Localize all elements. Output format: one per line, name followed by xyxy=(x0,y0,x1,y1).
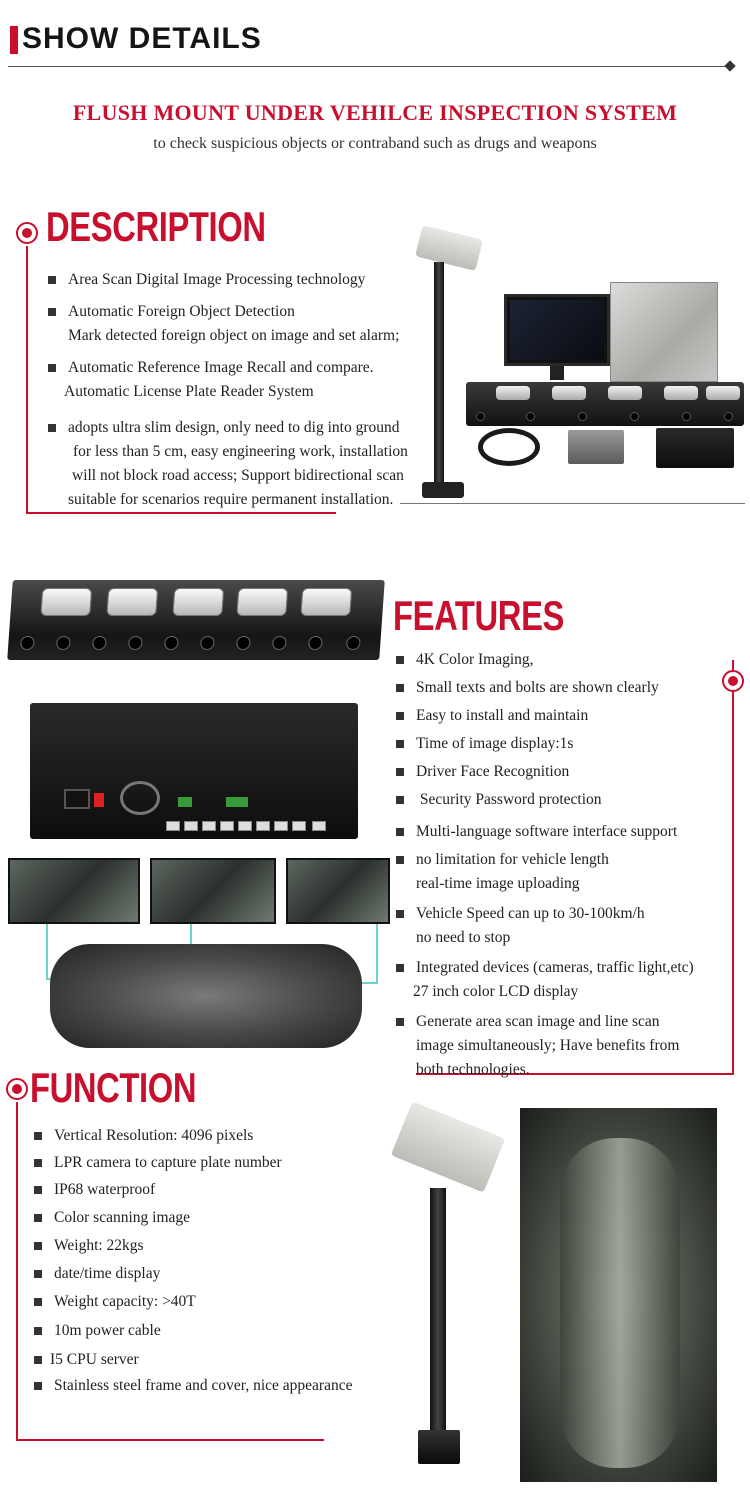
square-bullet-icon xyxy=(48,308,56,316)
pole-base xyxy=(422,482,464,498)
list-item: Color scanning image xyxy=(54,1206,394,1230)
monitor-stand xyxy=(550,366,564,380)
list-item: Generate area scan image and line scan image simultaneously; Have benefits from both technologies. xyxy=(416,1010,736,1082)
list-item: Stainless steel frame and cover, nice appearance xyxy=(54,1374,394,1398)
scanner-rail xyxy=(466,382,744,426)
camera-icon xyxy=(391,1101,505,1192)
function-list xyxy=(50,1124,394,1398)
header-title-rest: SHOW DETAILS xyxy=(22,22,262,55)
list-item: 4K Color Imaging, xyxy=(416,648,736,672)
list-item: Driver Face Recognition xyxy=(416,760,736,784)
system-product-image xyxy=(400,224,745,506)
list-item: LPR camera to capture plate number xyxy=(54,1151,394,1175)
pole-base xyxy=(418,1430,460,1464)
features-heading: FEATURES xyxy=(393,592,565,639)
steel-cabinet xyxy=(610,282,718,382)
camera-icon xyxy=(415,225,483,271)
description-frame-left xyxy=(26,246,28,514)
product-title: FLUSH MOUNT UNDER VEHILCE INSPECTION SYSTEM xyxy=(72,100,678,125)
list-item: 10m power cable xyxy=(54,1319,394,1343)
list-item: Security Password protection xyxy=(416,788,736,812)
scanned-vehicle-underside xyxy=(560,1138,680,1468)
scan-result-image xyxy=(520,1108,717,1482)
detail-thumbnail xyxy=(8,858,140,924)
header-accent-bar xyxy=(10,26,18,54)
lpr-camera-image xyxy=(392,1108,510,1468)
function-heading: FUNCTION xyxy=(30,1064,197,1111)
control-box xyxy=(656,428,734,468)
control-box-image xyxy=(30,703,358,839)
list-item: Time of image display:1s xyxy=(416,732,736,756)
divider-diamond-icon xyxy=(724,60,735,71)
list-item: date/time display xyxy=(54,1262,394,1286)
description-frame-bottom xyxy=(26,512,336,514)
description-list xyxy=(64,268,448,512)
power-socket-icon xyxy=(64,789,90,809)
scanner-rail-image xyxy=(7,580,385,660)
list-item: Weight: 22kgs xyxy=(54,1234,394,1258)
list-item: Automatic Foreign Object Detection Mark detected foreign object on image and set alarm; xyxy=(68,300,448,348)
camera-pole xyxy=(434,262,444,488)
square-bullet-icon xyxy=(48,276,56,284)
product-subtitle: to check suspicious objects or contraband such as drugs and weapons xyxy=(153,135,597,152)
description-bullet-icon xyxy=(16,222,38,244)
cable-coil xyxy=(478,428,540,466)
list-item: Vertical Resolution: 4096 pixels xyxy=(54,1124,394,1148)
header-divider xyxy=(8,66,730,67)
features-list xyxy=(413,648,736,1082)
list-item: Multi-language software interface support xyxy=(416,820,736,844)
section-header-title xyxy=(22,22,262,56)
list-item: adopts ultra slim design, only need to dig into ground for less than 5 cm, easy engineering work, installation will not block road access; Support bidirectional scan suitable for scenarios require permanent installation. xyxy=(68,416,448,512)
camera-pole xyxy=(430,1188,446,1434)
detail-thumbnail xyxy=(286,858,390,924)
dial-icon xyxy=(120,781,160,815)
list-item: Weight capacity: >40T xyxy=(54,1290,394,1314)
function-bullet-icon xyxy=(6,1078,28,1100)
description-heading: DESCRIPTION xyxy=(46,203,266,250)
list-item: Vehicle Speed can up to 30-100km/h no need to stop xyxy=(416,902,736,950)
list-item: Easy to install and maintain xyxy=(416,704,736,728)
server-box xyxy=(568,430,624,464)
list-item: Small texts and bolts are shown clearly xyxy=(416,676,736,700)
function-frame-left xyxy=(16,1102,18,1440)
list-item: Integrated devices (cameras, traffic light,etc) 27 inch color LCD display xyxy=(416,956,736,1004)
vehicle-undercarriage-image xyxy=(50,944,362,1048)
list-item: Automatic Reference Image Recall and compare. Automatic License Plate Reader System xyxy=(68,356,448,404)
image-baseline xyxy=(400,503,745,504)
list-item: no limitation for vehicle length real-time image uploading xyxy=(416,848,736,896)
square-bullet-icon xyxy=(48,364,56,372)
power-switch-icon xyxy=(94,793,104,807)
list-item: Area Scan Digital Image Processing technology xyxy=(68,268,448,292)
list-item: I5 CPU server xyxy=(50,1348,394,1372)
detail-thumbnail xyxy=(150,858,276,924)
monitor-icon xyxy=(504,294,610,366)
list-item: IP68 waterproof xyxy=(54,1178,394,1202)
function-frame-bottom xyxy=(16,1439,324,1441)
square-bullet-icon xyxy=(48,424,56,432)
